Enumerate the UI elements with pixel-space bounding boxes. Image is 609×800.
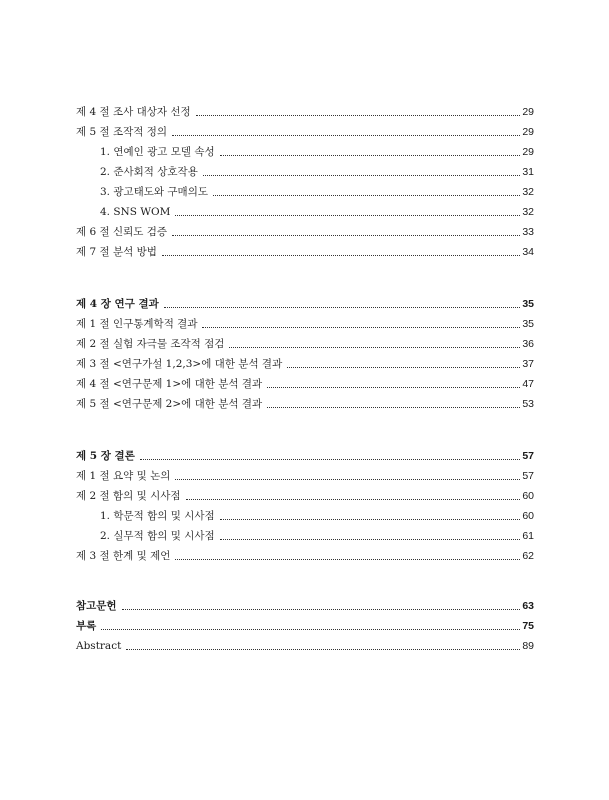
toc-entry-page-number: 36 (522, 338, 534, 350)
toc-entry-page-number: 29 (522, 106, 534, 118)
dot-leader (172, 135, 520, 136)
toc-entry (76, 618, 534, 634)
toc-entry (76, 448, 534, 464)
toc-entry (76, 316, 534, 332)
toc-entry-page-number: 63 (522, 600, 534, 612)
toc-entry (76, 598, 534, 614)
toc-entry-title: 부록 (76, 620, 97, 632)
toc-entry-page-number: 32 (522, 186, 534, 198)
dot-leader (162, 255, 520, 256)
toc-entry-page-number: 89 (522, 640, 534, 652)
dot-leader (186, 499, 521, 500)
toc-entry-page-number: 32 (522, 206, 534, 218)
toc-entry-title: 제 4 절 <연구문제 1>에 대한 분석 결과 (76, 378, 263, 390)
toc-entry-page-number: 47 (522, 378, 534, 390)
toc-entry-title: 3. 광고태도와 구매의도 (100, 186, 208, 198)
toc-entry-title: 제 6 절 신뢰도 검증 (76, 226, 168, 238)
toc-entry-title: Abstract (76, 640, 122, 652)
toc-entry (76, 104, 534, 120)
toc-entry-page-number: 60 (522, 490, 534, 502)
dot-leader (229, 347, 520, 348)
toc-entry-page-number: 61 (522, 530, 534, 542)
toc-entry-title: 제 4 장 연구 결과 (76, 298, 159, 310)
dot-leader (267, 407, 520, 408)
dot-leader (220, 519, 521, 520)
toc-entry-title: 제 5 절 조작적 정의 (76, 126, 168, 138)
toc-entry-title: 제 2 절 함의 및 시사점 (76, 490, 181, 502)
dot-leader (175, 559, 520, 560)
toc-entry-page-number: 37 (522, 358, 534, 370)
toc-entry-title: 제 1 절 인구통계학적 결과 (76, 318, 198, 330)
dot-leader (172, 235, 520, 236)
dot-leader (220, 539, 521, 540)
dot-leader (203, 175, 520, 176)
toc-entry-page-number: 34 (522, 246, 534, 258)
toc-entry-title: 제 1 절 요약 및 논의 (76, 470, 171, 482)
toc-entry (76, 508, 534, 524)
dot-leader (164, 307, 521, 308)
toc-entry (76, 468, 534, 484)
toc-entry (76, 488, 534, 504)
toc-entry-page-number: 57 (522, 450, 534, 462)
toc-entry (76, 336, 534, 352)
dot-leader (213, 195, 520, 196)
toc-entry-title: 제 4 절 조사 대상자 선정 (76, 106, 191, 118)
toc-entry-title: 2. 준사회적 상호작용 (100, 166, 198, 178)
dot-leader (126, 649, 520, 650)
dot-leader (267, 387, 520, 388)
toc-entry-page-number: 75 (522, 620, 534, 632)
dot-leader (101, 629, 520, 630)
toc-entry (76, 244, 534, 260)
toc-entry (76, 296, 534, 312)
toc-entry-title: 4. SNS WOM (100, 206, 171, 218)
toc-entry-page-number: 31 (522, 166, 534, 178)
toc-entry (76, 548, 534, 564)
toc-entry-page-number: 62 (522, 550, 534, 562)
toc-entry-title: 제 5 절 <연구문제 2>에 대한 분석 결과 (76, 398, 263, 410)
toc-entry (76, 356, 534, 372)
toc-entry (76, 638, 534, 654)
toc-entry-page-number: 53 (522, 398, 534, 410)
toc-entry-title: 제 7 절 분석 방법 (76, 246, 157, 258)
toc-entry (76, 528, 534, 544)
toc-entry-title: 제 2 절 실험 자극물 조작적 점검 (76, 338, 225, 350)
toc-entry (76, 184, 534, 200)
toc-entry (76, 376, 534, 392)
toc-entry-title: 1. 연예인 광고 모델 속성 (100, 146, 215, 158)
dot-leader (175, 479, 520, 480)
toc-entry (76, 144, 534, 160)
toc-entry-title: 1. 학문적 함의 및 시사점 (100, 510, 215, 522)
toc-entry-title: 제 3 절 한계 및 제언 (76, 550, 171, 562)
toc-entry (76, 204, 534, 220)
toc-entry-title: 제 3 절 <연구가설 1,2,3>에 대한 분석 결과 (76, 358, 283, 370)
toc-entry (76, 124, 534, 140)
dot-leader (196, 115, 521, 116)
toc-entry-title: 참고문헌 (76, 600, 117, 612)
dot-leader (202, 327, 520, 328)
dot-leader (175, 215, 520, 216)
dot-leader (140, 459, 520, 460)
toc-entry-title: 제 5 장 결론 (76, 450, 135, 462)
toc-entry (76, 164, 534, 180)
toc-entry-page-number: 29 (522, 146, 534, 158)
toc-entry-page-number: 35 (522, 298, 534, 310)
dot-leader (220, 155, 521, 156)
toc-entry-page-number: 57 (522, 470, 534, 482)
toc-entry-page-number: 33 (522, 226, 534, 238)
toc-entry-page-number: 35 (522, 318, 534, 330)
dot-leader (122, 609, 521, 610)
toc-entry-title: 2. 실무적 함의 및 시사점 (100, 530, 215, 542)
toc-entry-page-number: 29 (522, 126, 534, 138)
toc-entry (76, 396, 534, 412)
toc-entry-page-number: 60 (522, 510, 534, 522)
toc-entry (76, 224, 534, 240)
dot-leader (287, 367, 520, 368)
